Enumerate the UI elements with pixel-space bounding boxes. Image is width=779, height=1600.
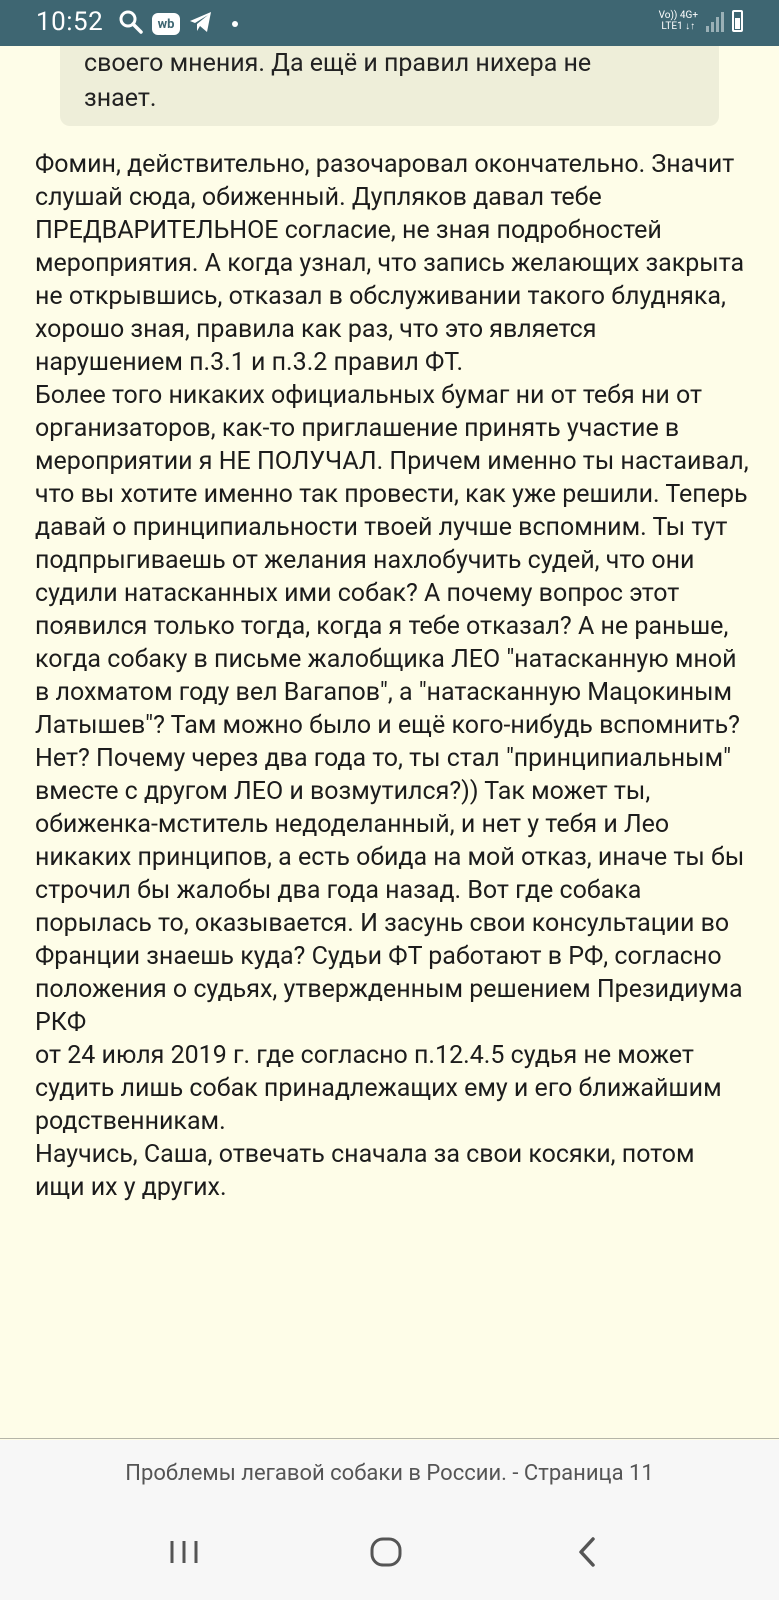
post-divider bbox=[0, 1438, 779, 1439]
quote-line-2: знает. bbox=[84, 84, 157, 113]
browser-title-bar[interactable] bbox=[0, 1440, 779, 1506]
post-paragraph-1: Фомин, действительно, разочаровал окончательно. Значит слушай сюда, обиженный. Дупляков давал тебе ПРЕДВАРИТЕЛЬНОЕ согласие, не зная подробностей мероприятия. А когда узнал, что запись желающих закрыта не открывшись, отказал в обслуживании такого блудняка, хорошо зная, правила как раз, что это является нарушением п.3.1 и п.3.2 правил ФТ. bbox=[35, 150, 745, 377]
recent-apps-button[interactable] bbox=[154, 1532, 214, 1572]
notification-dot bbox=[232, 21, 238, 27]
telegram-icon bbox=[188, 10, 214, 38]
signal-icon bbox=[706, 10, 724, 32]
forum-content[interactable] bbox=[0, 46, 779, 1440]
home-button[interactable] bbox=[356, 1532, 416, 1572]
back-icon bbox=[575, 1536, 601, 1568]
status-bar bbox=[0, 0, 779, 46]
status-time: 10:52 bbox=[36, 7, 104, 37]
navigation-bar bbox=[0, 1506, 779, 1600]
quote-line-1: своего мнения. Да ещё и правил нихера не bbox=[84, 49, 592, 78]
status-notifications bbox=[118, 9, 238, 39]
page-title: Проблемы легавой собаки в России. - Страница 11 bbox=[125, 1460, 654, 1486]
back-button[interactable] bbox=[558, 1532, 618, 1572]
search-icon bbox=[118, 9, 144, 39]
network-type-bottom: LTE1 ↓↑ bbox=[661, 21, 696, 32]
network-indicator bbox=[659, 10, 698, 32]
home-icon bbox=[369, 1536, 403, 1568]
quote-text bbox=[84, 46, 704, 116]
battery-icon bbox=[732, 10, 743, 32]
post-body bbox=[35, 148, 750, 1204]
wb-app-icon: wb bbox=[152, 13, 180, 35]
post-paragraph-4: Научись, Саша, отвечать сначала за свои косяки, потом ищи их у других. bbox=[35, 1140, 695, 1202]
recent-apps-icon bbox=[167, 1538, 201, 1566]
status-system-icons bbox=[659, 10, 743, 32]
post-paragraph-3: от 24 июля 2019 г. где согласно п.12.4.5 судья не может судить лишь собак принадлежащих ему и его ближайшим родственникам. bbox=[35, 1041, 722, 1136]
network-type-top: Vo)) 4G+ bbox=[658, 10, 698, 21]
post-paragraph-2: Более того никаких официальных бумаг ни от тебя ни от организаторов, как-то приглашение принять участие в мероприятии я НЕ ПОЛУЧАЛ. Причем именно ты настаивал, что вы хотите именно так провести, как уже решили. Теперь давай о принципиальности твоей лучше вспомним. Ты тут подпрыгиваешь от желания нахлобучить судей, что они судили натасканных ими собак? А почему вопрос этот появился только тогда, когда я тебе отказал? А не раньше, когда собаку в письме жалобщика ЛЕО "натасканную мной в лохматом году вел Вагапов", а "натасканную Мацокиным Латышев"? Там можно было и ещё кого-нибудь вспомнить? Нет? Почему через два года то, ты стал "принципиальным" вместе с другом ЛЕО и возмутился?)) Так может ты, обиженка-мститель недоделанный, и нет у тебя и Лео никаких принципов, а есть обида на мой отказ, иначе ты бы строчил бы жалобы два года назад. Вот где собака порылась то, оказывается. И засунь свои консультации во Франции знаешь куда? Судьи ФТ работают в РФ, согласно положения о судьях, утвержденным решением Президиума РКФ bbox=[35, 381, 749, 1037]
